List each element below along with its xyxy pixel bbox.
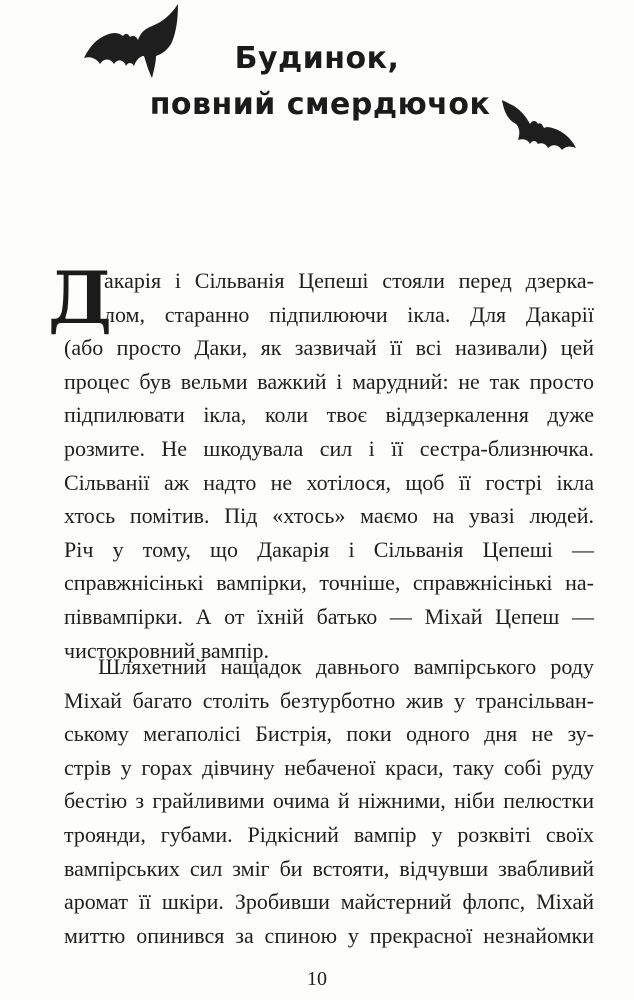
text-line: чистокровний вампір. bbox=[64, 637, 269, 663]
text-line: хтось помітив. Під «хтось» маємо на увазі людей. bbox=[64, 503, 594, 529]
text-line: аромат її шкіри. Зробивши майстерний флопс, Міхай bbox=[64, 889, 594, 915]
text-line: вампірських сил зміг би встояти, відчувши звабливий bbox=[64, 855, 594, 881]
text-line: процес був вельми важкий і марудний: не так просто bbox=[64, 368, 594, 394]
text-line: справжнісінькі вампірки, точніше, справжнісінькі на- bbox=[64, 570, 594, 596]
text-line: піввампірки. А от їхній батько — Міхай Цепеш — bbox=[64, 603, 594, 629]
page-number: 10 bbox=[307, 968, 327, 990]
text-line: Міхай багато століть безтурботно жив у трансільван- bbox=[64, 687, 594, 713]
text-line: (або просто Даки, як зазвичай її всі називали) цей bbox=[64, 335, 594, 361]
text-line: ському мегаполісі Бистрія, поки одного дня не зу- bbox=[64, 721, 594, 747]
text-line: розмите. Не шкодувала сил і її сестра-близнючка. bbox=[64, 435, 594, 461]
chapter-title-line-1: Будинок, bbox=[234, 41, 400, 76]
text-line: лом, старанно підпилюючи ікла. Для Дакарії bbox=[104, 301, 594, 327]
paragraph-1 bbox=[64, 264, 594, 667]
chapter-title bbox=[0, 36, 634, 128]
text-line: Річ у тому, що Дакарія і Сільванія Цепеші — bbox=[64, 536, 594, 562]
text-line: бестію з грайливими очима й ніжними, ніби пелюстки bbox=[64, 788, 594, 814]
paragraph-2 bbox=[64, 650, 594, 952]
text-line: підпилювати ікла, коли твоє віддзеркалення дуже bbox=[64, 402, 594, 428]
chapter-title-line-2: повний смердючок bbox=[149, 87, 491, 122]
text-line: акарія і Сільванія Цепеші стояли перед дзерка- bbox=[104, 268, 594, 293]
text-line: троянди, губами. Рідкісний вампір у розквіті своїх bbox=[64, 821, 594, 847]
drop-cap: Д bbox=[48, 255, 113, 340]
text-line: Сільванії аж надто не хотілося, щоб її гострі ікла bbox=[64, 469, 594, 495]
text-line: Шляхетний нащадок давнього вампірського роду bbox=[98, 654, 594, 679]
text-line: миттю опинився за спиною у прекрасної незнайомки bbox=[64, 922, 594, 948]
text-line: стрів у горах дівчину небаченої краси, таку собі руду bbox=[64, 754, 594, 780]
